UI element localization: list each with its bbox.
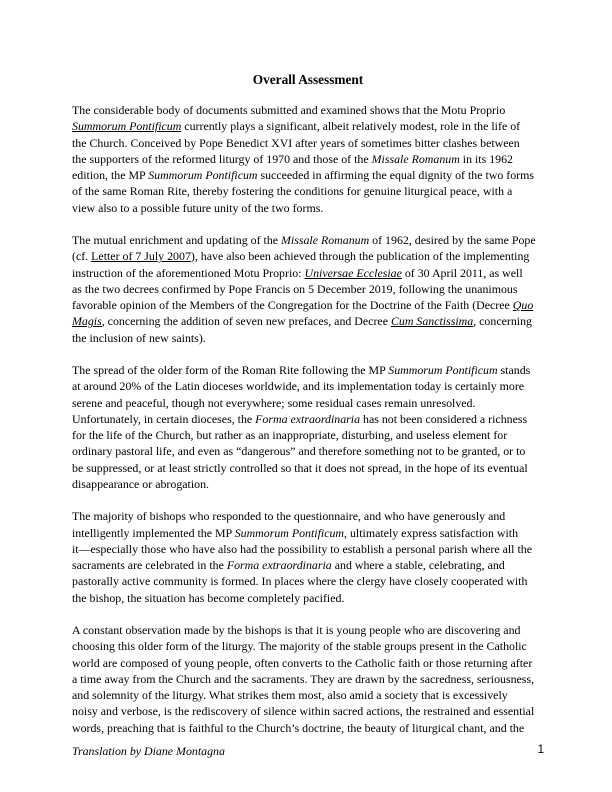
document-link[interactable]: Universae Ecclesiae	[304, 265, 402, 280]
translation-credit: Translation by Diane Montagna	[72, 744, 225, 758]
text-run: it—especially those who have also had the possibility to establish a personal parish where all the	[72, 541, 532, 556]
text-run: words, preaching that is faithful to the Church’s doctrine, the beauty of liturgical chant, and the	[72, 720, 525, 735]
text-line	[72, 297, 544, 313]
text-line	[72, 573, 544, 589]
text-line	[72, 655, 544, 671]
text-run: instruction of the aforementioned Motu Proprio:	[72, 265, 305, 280]
text-run: the inclusion of new saints).	[72, 330, 206, 345]
text-line	[72, 281, 544, 297]
text-run: has not been considered a richness	[360, 411, 528, 426]
text-line	[72, 395, 544, 411]
text-line	[72, 460, 544, 476]
text-run: as the two decrees confirmed by Pope Francis on 5 December 2019, following the unanimous	[72, 281, 518, 296]
text-run: and solemnity of the liturgy. What strikes them most, also amid a society that is excessively	[72, 688, 508, 703]
text-line	[72, 167, 544, 183]
text-run: favorable opinion of the Members of the Congregation for the Doctrine of the Faith (Decree	[72, 298, 513, 313]
italic-text: Summorum Pontificum	[388, 363, 498, 378]
text-run: serene and peaceful, though not everywhere; some residual cases remain unresolved.	[72, 395, 476, 410]
text-run: , concerning	[473, 314, 532, 329]
text-line	[72, 183, 544, 199]
text-run: at around 20% of the Latin dioceses worldwide, and its implementation today is certainly more	[72, 379, 525, 394]
paragraph	[72, 362, 544, 492]
text-line	[72, 476, 544, 492]
paragraph	[72, 508, 544, 606]
text-line	[72, 200, 544, 216]
text-line	[72, 671, 544, 687]
text-line	[72, 102, 544, 118]
text-line	[72, 232, 544, 248]
document-page	[72, 68, 544, 752]
text-run: of the same Roman Rite, thereby fostering the conditions for genuine liturgical peace, with a	[72, 184, 513, 199]
text-run: for the life of the Church, but rather as an inappropriate, disturbing, and useless element for	[72, 428, 508, 443]
text-line	[72, 687, 544, 703]
text-run: ordinary pastoral life, and even as “dangerous” and therefore something not to be granted, or to	[72, 444, 526, 459]
text-run: The majority of bishops who responded to the questionnaire, and who have generously and	[72, 509, 506, 524]
text-run: in its 1962	[459, 151, 513, 166]
text-line	[72, 541, 544, 557]
text-line	[72, 427, 544, 443]
text-run: A constant observation made by the bishops is that it is young people who are discovering and	[72, 623, 521, 638]
text-run: of 1962, desired by the same Pope	[369, 233, 536, 248]
text-run: stands	[497, 363, 531, 378]
italic-text: Missale Romanum	[371, 151, 460, 166]
text-run: sacraments are celebrated in the	[72, 558, 227, 573]
italic-text: Missale Romanum	[281, 233, 370, 248]
page-footer	[72, 744, 544, 759]
text-line	[72, 248, 544, 264]
document-body	[72, 102, 544, 736]
document-link[interactable]: Letter of 7 July 2007	[91, 249, 191, 264]
text-run: The spread of the older form of the Roman Rite following the MP	[72, 363, 389, 378]
text-line	[72, 443, 544, 459]
text-line	[72, 151, 544, 167]
text-run: view also to a possible future unity of the two forms.	[72, 200, 324, 215]
document-link[interactable]: Cum Sanctissima	[390, 314, 474, 329]
italic-text: Forma extraordinaria	[226, 558, 332, 573]
italic-text: Summorum Pontificum	[148, 168, 258, 182]
text-line	[72, 411, 544, 427]
text-run: a time away from the Church and the sacraments. They are drawn by the sacredness, seriousness,	[72, 671, 535, 686]
text-line	[72, 313, 544, 329]
text-run: the Church. Conceived by Pope Benedict XVI after years of sometimes bitter clashes between	[72, 135, 520, 150]
text-run: edition, the MP	[72, 168, 149, 182]
text-line	[72, 265, 544, 281]
text-run: and where a stable, celebrating, and	[331, 558, 505, 573]
document-link[interactable]: Summorum Pontificum	[72, 119, 182, 134]
text-run: of 30 April 2011, as well	[401, 265, 523, 280]
paragraph	[72, 622, 544, 736]
text-line	[72, 720, 544, 736]
text-line	[72, 622, 544, 638]
text-run: intelligently implemented the MP	[72, 525, 235, 540]
text-line	[72, 557, 544, 573]
document-link[interactable]: Magis	[72, 314, 102, 329]
text-line	[72, 525, 544, 541]
text-run: choosing this older form of the liturgy. The majority of the stable groups present in the Catholic	[72, 639, 527, 654]
page-title: Overall Assessment	[252, 72, 364, 87]
text-run: the bishop, the situation has become completely pacified.	[72, 590, 345, 605]
text-line	[72, 703, 544, 719]
text-line	[72, 638, 544, 654]
text-run: , ultimately express satisfaction with	[344, 525, 519, 540]
text-line	[72, 330, 544, 346]
text-run: pastorally active community is formed. In places where the clergy have closely cooperated with	[72, 574, 528, 589]
text-run: ), have also been achieved through the publication of the implementing	[190, 249, 530, 264]
paragraph	[72, 232, 544, 346]
text-line	[72, 118, 544, 134]
text-line	[72, 590, 544, 606]
text-run: currently plays a significant, albeit relatively modest, role in the life of	[181, 119, 521, 134]
text-run: (cf.	[72, 249, 92, 264]
text-run: Unfortunately, in certain dioceses, the	[72, 411, 256, 426]
text-line	[72, 362, 544, 378]
italic-text: Summorum Pontificum	[234, 525, 345, 540]
text-run: The considerable body of documents submitted and examined shows that the Motu Proprio	[72, 103, 506, 117]
italic-text: Forma extraordinaria	[255, 411, 361, 426]
text-run: , concerning the addition of seven new prefaces, and Decree	[101, 314, 391, 329]
text-run: The mutual enrichment and updating of the	[72, 233, 282, 248]
paragraph	[72, 102, 544, 216]
text-run: be suppressed, or at least strictly controlled so that it does not spread, in the hope of its eventual	[72, 460, 528, 475]
text-run: noisy and verbose, is the rediscovery of silence within sacred actions, the restrained and essential	[72, 704, 535, 719]
text-run: succeeded in affirming the equal dignity of the two forms	[257, 168, 535, 182]
text-line	[72, 508, 544, 524]
text-line	[72, 135, 544, 151]
text-run: the supporters of the reformed liturgy of 1970 and those of the	[72, 151, 372, 166]
document-link[interactable]: Quo	[512, 298, 534, 313]
text-line	[72, 378, 544, 394]
text-run: world are composed of young people, often converts to the Catholic faith or those returning after	[72, 655, 533, 670]
text-run: disappearance or abrogation.	[72, 476, 210, 491]
page-number: 1	[537, 744, 544, 756]
